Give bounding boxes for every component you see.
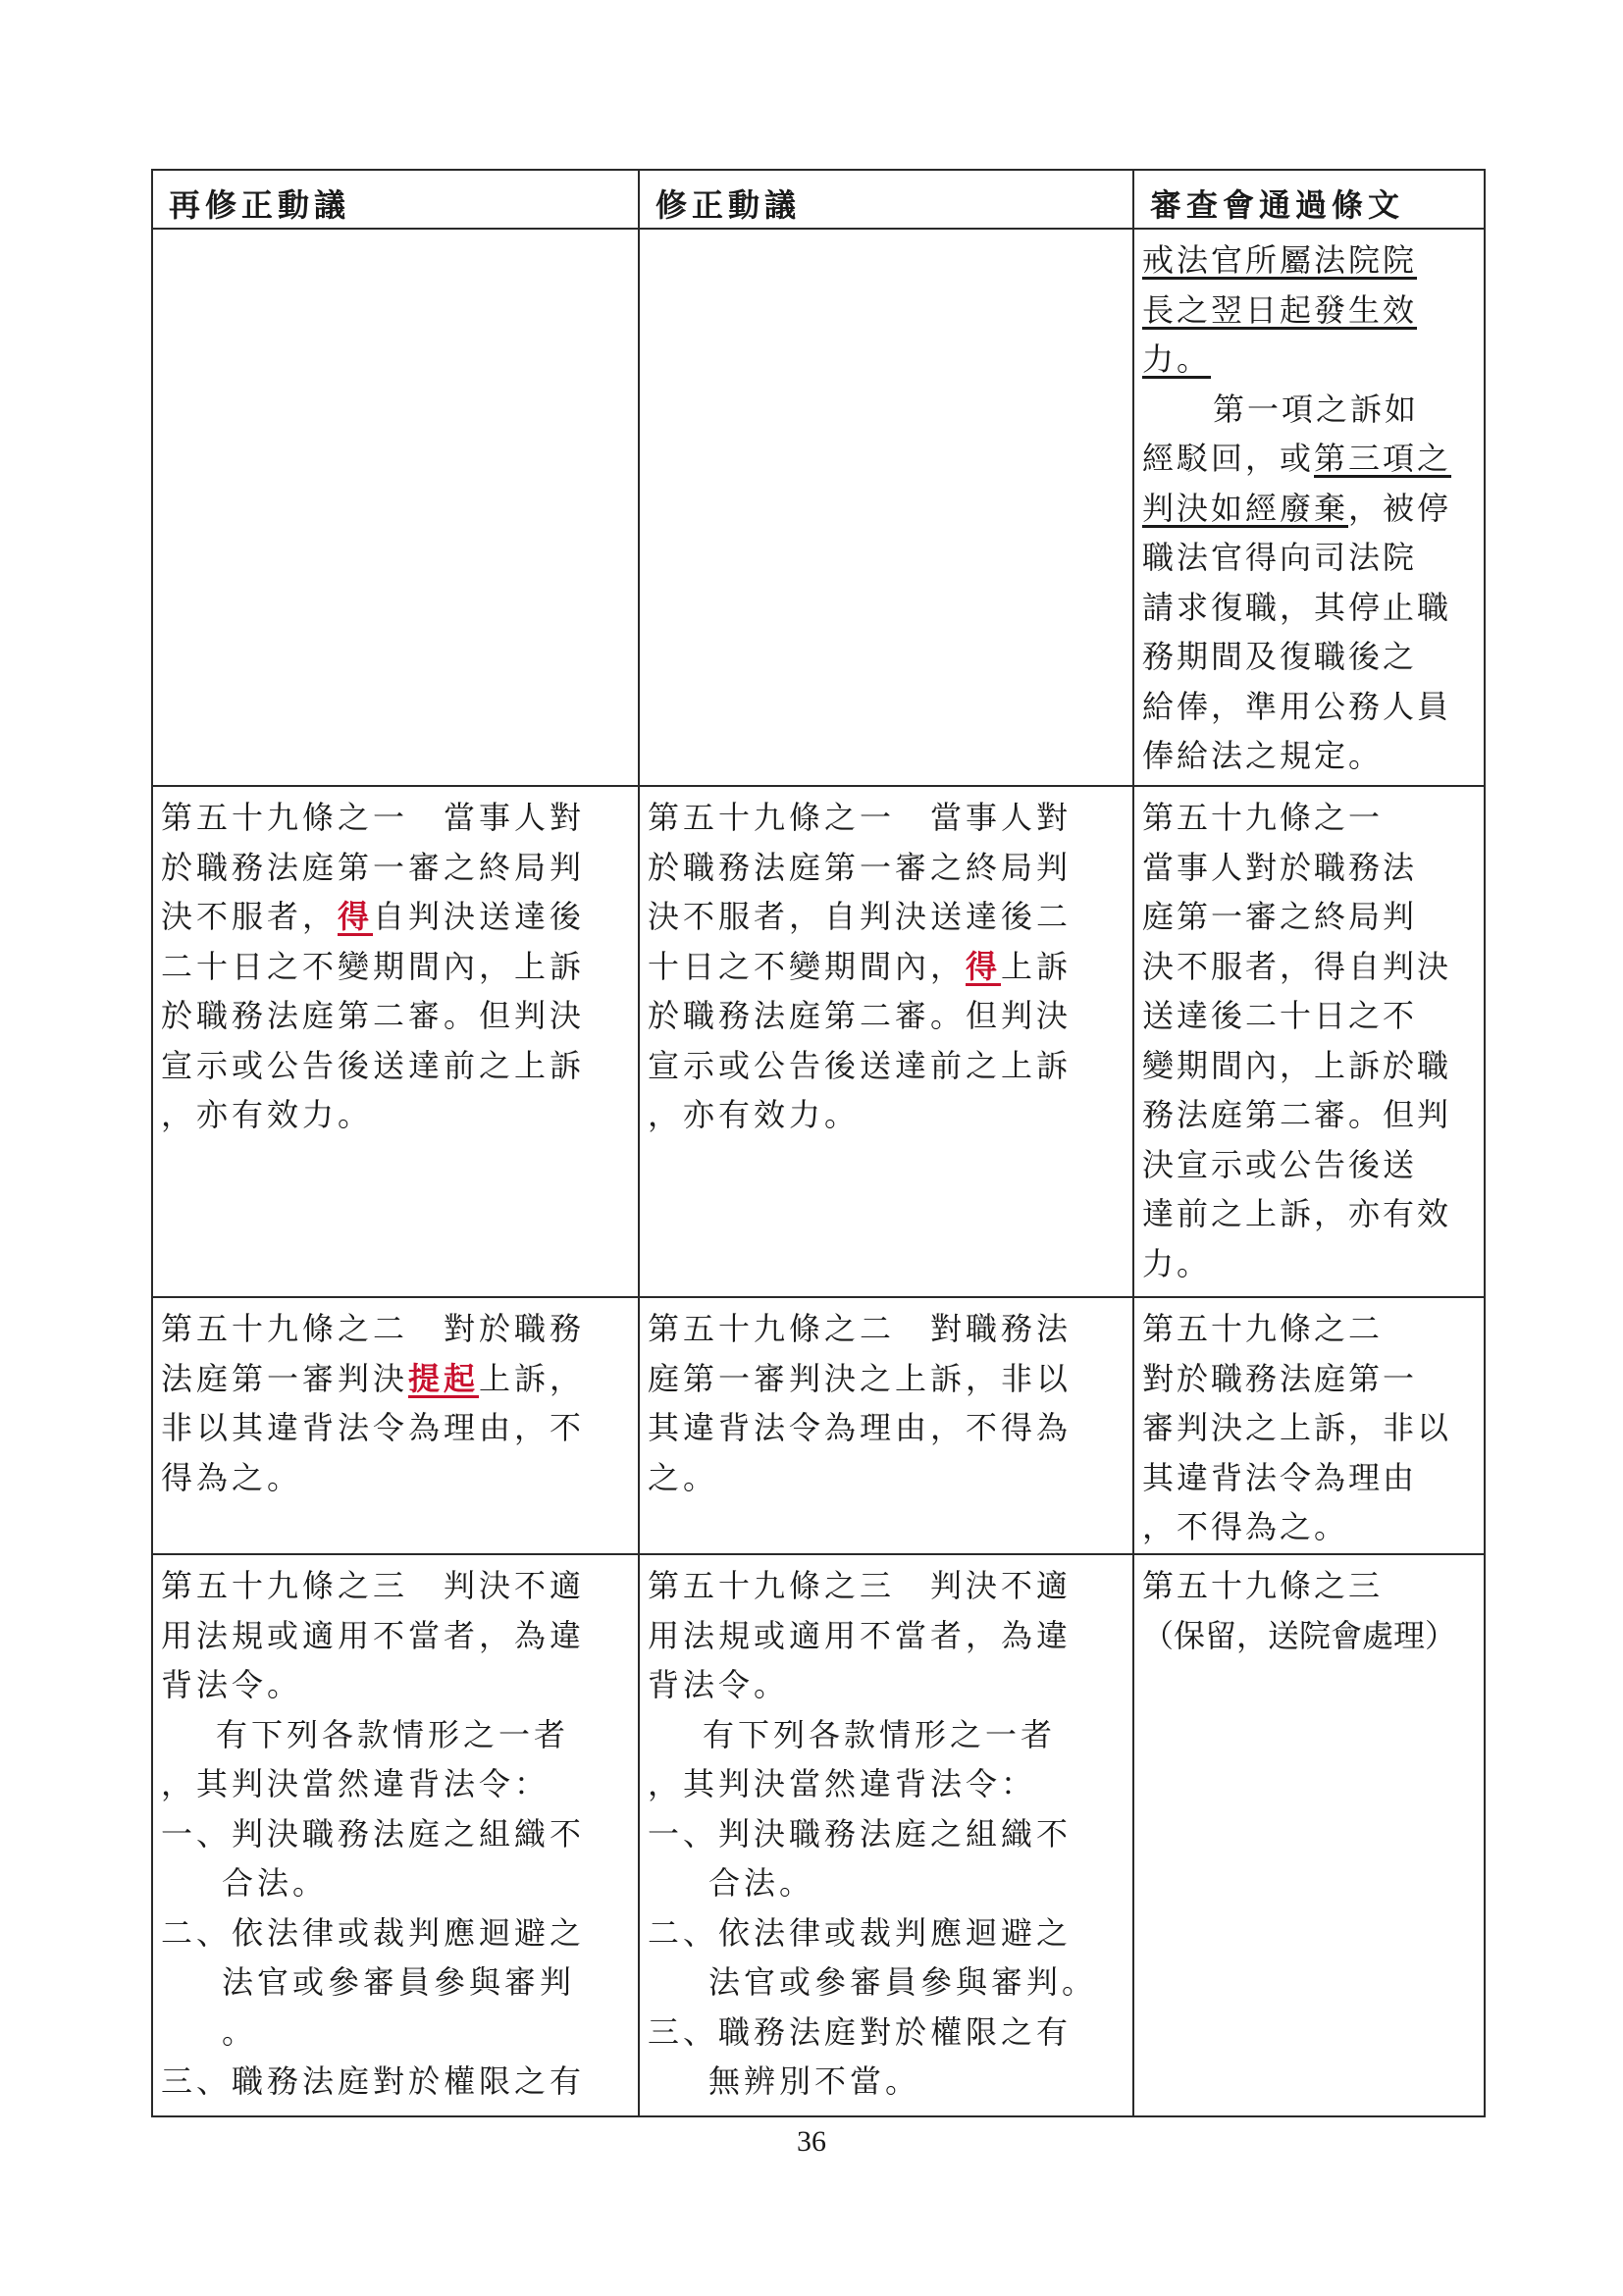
text-line: ，其判決當然違背法令： [161, 1765, 550, 1802]
table-cell [639, 786, 1133, 1297]
text-line: 職法官得向司法院 [1142, 539, 1418, 576]
text-line: 法官或參審員參與審判。 [708, 1963, 1098, 2001]
text-line: ，亦有效力。 [161, 1096, 374, 1133]
text-line: 第五十九條之二 對職務法 [648, 1310, 1073, 1347]
highlighted-text: 提起 [408, 1359, 480, 1397]
text-line: 務法庭第二審。但判 [1142, 1096, 1452, 1133]
text-line: 送達後二十日之不 [1142, 997, 1418, 1034]
text-line: 第五十九條之一 當事人對 [161, 799, 586, 836]
text-line: 合法。 [222, 1864, 329, 1902]
text-line: 庭第一審判決之上訴，非以 [648, 1359, 1073, 1397]
text-line: 當事人對於職務法 [1142, 848, 1418, 886]
table-cell [152, 1297, 639, 1554]
text-line: 俸給法之規定。 [1142, 737, 1384, 774]
table-row [152, 786, 1485, 1297]
text-line: 二、依法律或裁判應迴避之 [161, 1913, 586, 1952]
text-line: 長之翌日起發生效 [1142, 290, 1418, 329]
text-line: 其違背法令為理由 [1142, 1458, 1418, 1496]
text-line: ，不得為之。 [1142, 1508, 1349, 1545]
text-line: 第五十九條之一 [1142, 799, 1384, 836]
text-line: ，亦有效力。 [648, 1096, 861, 1133]
page-number: 36 [797, 2125, 826, 2158]
table-cell [1133, 1554, 1485, 2116]
text-line: 決不服者，自判決送達後二 [648, 898, 1073, 935]
text-line: 第五十九條之二 對於職務 [161, 1310, 586, 1347]
text-line: 務期間及復職後之 [1142, 638, 1418, 675]
text-line: 變期間內，上訴於職 [1142, 1046, 1452, 1084]
text-line: 有下列各款情形之一者 [216, 1715, 570, 1753]
text-line: 三、職務法庭對於權限之有 [161, 2062, 586, 2100]
table-row [152, 1554, 1485, 2116]
text-line: 合法。 [708, 1864, 815, 1902]
header-amendment: 修正動議 [639, 170, 1133, 229]
table-cell [152, 786, 639, 1297]
text-line: 判決如經廢棄，被停 [1142, 489, 1452, 527]
table-cell [1133, 1297, 1485, 1554]
text-line: 力。 [1142, 340, 1212, 378]
header-committee-text: 審查會通過條文 [1133, 170, 1485, 229]
table-cell-empty [152, 229, 639, 786]
text-line: 審判決之上訴，非以 [1142, 1409, 1452, 1446]
text-line: 之。 [648, 1458, 719, 1496]
text-line: 於職務法庭第一審之終局判 [161, 848, 586, 886]
text-line: 二十日之不變期間內，上訴 [161, 947, 586, 985]
highlighted-text: 得 [338, 898, 374, 935]
text-line: 第五十九條之三 判決不適 [161, 1567, 586, 1604]
text-line: 背法令。 [161, 1666, 303, 1703]
text-line: 十日之不變期間內，得上訴 [648, 947, 1073, 985]
text-line: 其違背法令為理由，不得為 [648, 1409, 1073, 1446]
text-line: 力。 [1142, 1244, 1212, 1282]
text-line: 一、判決職務法庭之組織不 [161, 1814, 586, 1852]
table-row [152, 1297, 1485, 1554]
text-line: 戒法官所屬法院院 [1142, 241, 1418, 279]
text-line: 決不服者，得自判決 [1142, 947, 1452, 985]
text-line: 達前之上訴，亦有效 [1142, 1195, 1452, 1232]
text-line: 二、依法律或裁判應迴避之 [648, 1913, 1073, 1952]
text-line: 用法規或適用不當者，為違 [648, 1616, 1073, 1654]
table-cell [152, 1554, 639, 2116]
text-line: 宣示或公告後送達前之上訴 [161, 1046, 586, 1084]
comparison-table [151, 169, 1486, 2117]
text-line: 得為之。 [161, 1458, 303, 1496]
text-line: （保留，送院會處理） [1142, 1616, 1457, 1654]
text-line: 背法令。 [648, 1666, 790, 1703]
text-line: 。 [222, 2012, 258, 2051]
text-line: 經駁回，或第三項之 [1142, 440, 1452, 477]
text-line: 對於職務法庭第一 [1142, 1359, 1418, 1397]
table-row [152, 229, 1485, 786]
header-re-amendment: 再修正動議 [152, 170, 639, 229]
text-line: 宣示或公告後送達前之上訴 [648, 1046, 1073, 1084]
highlighted-text: 得 [966, 947, 1002, 985]
table-cell [639, 1297, 1133, 1554]
text-line: 於職務法庭第二審。但判決 [161, 997, 586, 1034]
text-line: 一、判決職務法庭之組織不 [648, 1814, 1073, 1852]
text-line: 無辨別不當。 [708, 2062, 921, 2100]
text-line: 三、職務法庭對於權限之有 [648, 2012, 1073, 2051]
text-line: 庭第一審之終局判 [1142, 898, 1418, 935]
table-cell [639, 1554, 1133, 2116]
text-line: 法庭第一審判決提起上訴， [161, 1359, 586, 1397]
text-line: 第五十九條之二 [1142, 1310, 1384, 1347]
text-line: 第五十九條之一 當事人對 [648, 799, 1073, 836]
text-line: 決不服者，得自判決送達後 [161, 898, 586, 935]
table-cell-empty [639, 229, 1133, 786]
text-line: 於職務法庭第二審。但判決 [648, 997, 1073, 1034]
text-line: ，其判決當然違背法令： [648, 1765, 1037, 1802]
text-line: 第五十九條之三 [1142, 1567, 1384, 1604]
text-line: 給俸，準用公務人員 [1142, 687, 1452, 725]
header-row [152, 170, 1485, 229]
text-line: 用法規或適用不當者，為違 [161, 1616, 586, 1654]
text-line: 法官或參審員參與審判 [222, 1963, 576, 2001]
text-line: 有下列各款情形之一者 [703, 1715, 1057, 1753]
table-cell [1133, 786, 1485, 1297]
text-line: 第五十九條之三 判決不適 [648, 1567, 1073, 1604]
text-line: 第一項之訴如 [1213, 390, 1420, 428]
table-cell [1133, 229, 1485, 786]
text-line: 非以其違背法令為理由，不 [161, 1409, 586, 1446]
text-line: 請求復職，其停止職 [1142, 588, 1452, 626]
text-line: 於職務法庭第一審之終局判 [648, 848, 1073, 886]
text-line: 決宣示或公告後送 [1142, 1145, 1418, 1183]
